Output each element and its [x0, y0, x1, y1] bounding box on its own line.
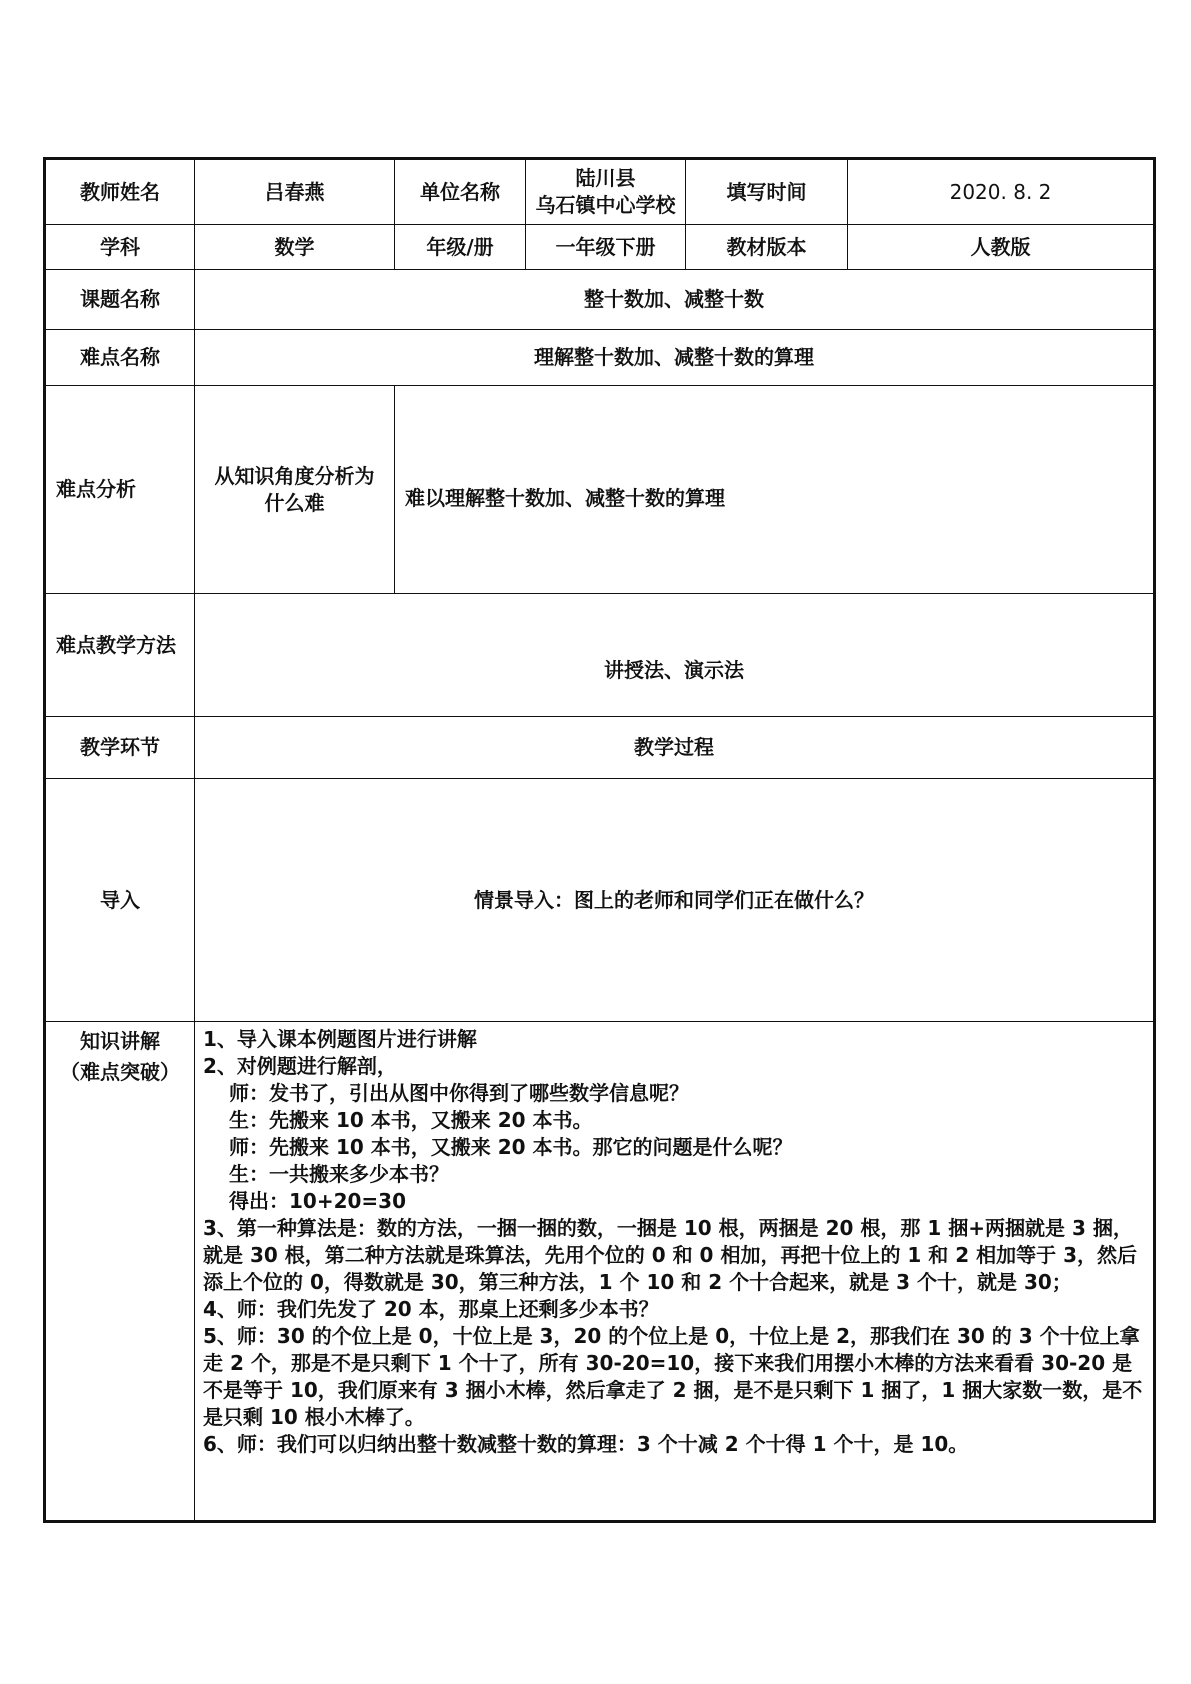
- knowledge-label-line2: （难点突破）: [60, 1060, 180, 1084]
- teacher-name-value: 吕春燕: [195, 159, 395, 225]
- knowledge-label-line1: 知识讲解: [80, 1029, 160, 1053]
- fill-date-label: 填写时间: [686, 159, 848, 225]
- knowledge-label: [45, 1022, 195, 1522]
- edition-label: 教材版本: [686, 225, 848, 270]
- analysis-label: 难点分析: [45, 386, 195, 594]
- row-intro: [45, 779, 1155, 1022]
- topic-label: 课题名称: [45, 270, 195, 330]
- unit-name-label: 单位名称: [395, 159, 526, 225]
- topic-value: 整十数加、减整十数: [195, 270, 1155, 330]
- fill-date-value: 2020. 8. 2: [848, 159, 1155, 225]
- subject-label: 学科: [45, 225, 195, 270]
- knowledge-line-5: 师：先搬来 10 本书，又搬来 20 本书。那它的问题是什么呢？: [229, 1135, 793, 1159]
- unit-name-value: [526, 159, 686, 225]
- row-method: [45, 594, 1155, 717]
- teacher-name-label: 教师姓名: [45, 159, 195, 225]
- row-topic: [45, 270, 1155, 330]
- intro-label: 导入: [45, 779, 195, 1022]
- subject-value: 数学: [195, 225, 395, 270]
- analysis-sub-label-line1: 从知识角度分析为: [214, 463, 375, 488]
- intro-value: 情景导入：图上的老师和同学们正在做什么？: [195, 779, 1155, 1022]
- knowledge-line-3: 师：发书了，引出从图中你得到了哪些数学信息呢？: [229, 1081, 689, 1105]
- edition-value: 人教版: [848, 225, 1155, 270]
- knowledge-line-6: 生：一共搬来多少本书？: [229, 1162, 449, 1186]
- row-subject-info: [45, 225, 1155, 270]
- difficulty-label: 难点名称: [45, 330, 195, 386]
- lesson-plan-document: [43, 157, 1153, 1523]
- knowledge-line-9: 4、师：我们先发了 20 本，那桌上还剩多少本书？: [203, 1297, 659, 1321]
- row-knowledge: [45, 1022, 1155, 1522]
- analysis-sub-label-line2: 什么难: [264, 490, 325, 515]
- knowledge-line-1: 1、导入课本例题图片进行讲解: [203, 1027, 477, 1051]
- process-stage-label: 教学环节: [45, 717, 195, 779]
- lesson-plan-table: [43, 157, 1156, 1523]
- knowledge-line-11: 6、师：我们可以归纳出整十数减整十数的算理：3 个十减 2 个十得 1 个十，是 10。: [203, 1432, 969, 1456]
- knowledge-line-2: 2、对例题进行解剖，: [203, 1054, 397, 1078]
- unit-value-line1: 陆川县: [575, 166, 636, 190]
- method-value: 讲授法、演示法: [195, 594, 1155, 717]
- row-analysis: [45, 386, 1155, 594]
- analysis-sub-label: [195, 386, 395, 594]
- difficulty-value: 理解整十数加、减整十数的算理: [195, 330, 1155, 386]
- row-difficulty: [45, 330, 1155, 386]
- row-process-header: [45, 717, 1155, 779]
- knowledge-line-8: 3、第一种算法是：数的方法，一捆一捆的数，一捆是 10 根，两捆是 20 根，那 1 捆+两捆就是 3 捆，就是 30 根，第二种方法就是珠算法，先用个位的 0 和 0 相加，再把十位上的 1 和 2 相加等于 3，然后添上个位的 0，得数就是 30，第三种方法，1 个 10 和 2 个十合起来，就是 3 个十，就是 30；: [203, 1216, 1138, 1294]
- knowledge-line-4: 生：先搬来 10 本书，又搬来 20 本书。: [229, 1108, 593, 1132]
- process-header-value: 教学过程: [195, 717, 1155, 779]
- method-label: 难点教学方法: [45, 594, 195, 717]
- grade-value: 一年级下册: [526, 225, 686, 270]
- grade-label: 年级/册: [395, 225, 526, 270]
- unit-value-line2: 乌石镇中心学校: [535, 193, 676, 217]
- knowledge-content: [195, 1022, 1155, 1522]
- knowledge-line-7: 得出：10+20=30: [229, 1189, 407, 1213]
- analysis-value: 难以理解整十数加、减整十数的算理: [395, 386, 1155, 594]
- knowledge-line-10: 5、师：30 的个位上是 0，十位上是 3，20 的个位上是 0，十位上是 2，那我们在 30 的 3 个十位上拿走 2 个，那是不是只剩下 1 个十了，所有 30-20=10，接下来我们用摆小木棒的方法来看看 30-20 是不是等于 10，我们原来有 3 捆小木棒，然后拿走了 2 捆，是不是只剩下 1 捆了，1 捆大家数一数，是不是只剩 10 根小木棒了。: [203, 1324, 1143, 1429]
- row-teacher-info: [45, 159, 1155, 225]
